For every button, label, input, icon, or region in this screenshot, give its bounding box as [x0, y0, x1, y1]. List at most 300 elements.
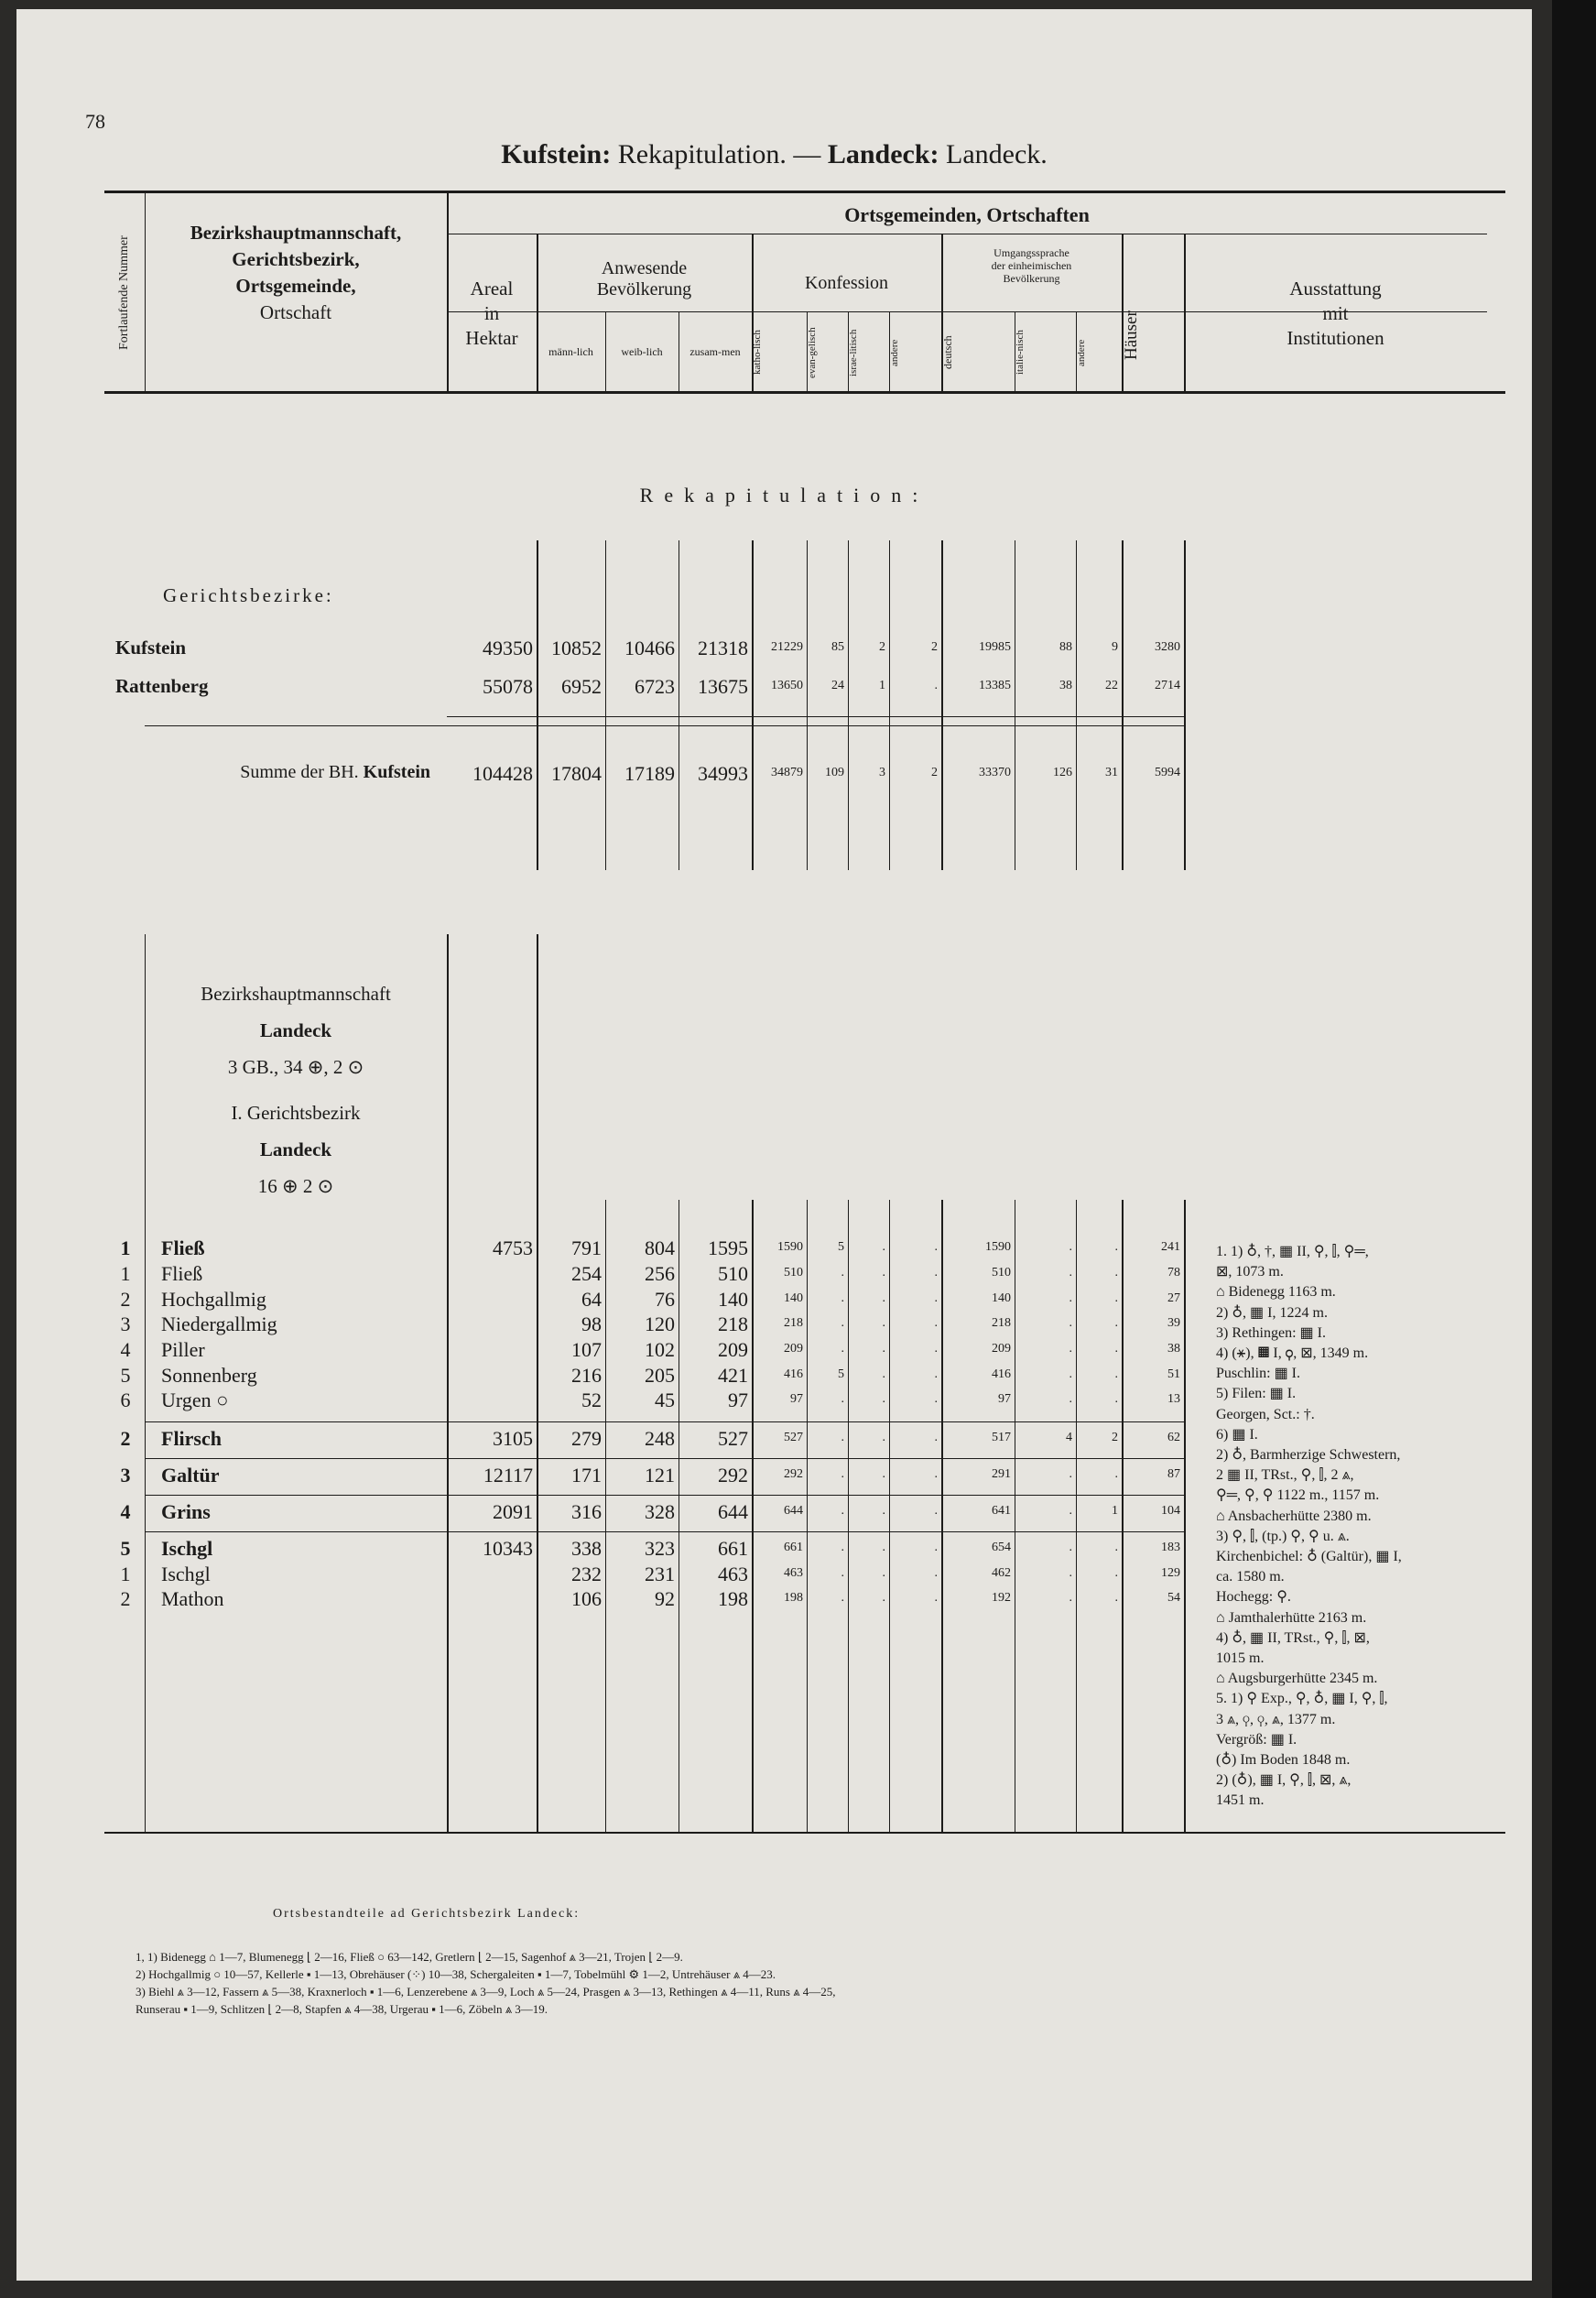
- cell-haeuser: 87: [1167, 1467, 1180, 1481]
- cell-haeuser: 241: [1161, 1240, 1180, 1254]
- row-name: Mathon: [161, 1587, 224, 1610]
- recap-row-rattenberg-name: Rattenberg: [115, 675, 209, 697]
- cell-areal: 10343: [483, 1537, 533, 1560]
- landeck-intro: [145, 975, 447, 1204]
- cell-andere-konf: .: [934, 679, 938, 692]
- recap-sum-label-text: Summe der BH.: [240, 762, 364, 782]
- cell-israelitisch: .: [882, 1566, 885, 1580]
- cell-weiblich: 256: [645, 1262, 675, 1285]
- cell-italienisch: .: [1069, 1367, 1072, 1381]
- note-line: Georgen, Sct.: †.: [1216, 1406, 1315, 1422]
- cell-italienisch: .: [1069, 1392, 1072, 1406]
- col-ausstattung-3: Institutionen: [1287, 327, 1384, 349]
- cell-weiblich: 248: [645, 1427, 675, 1450]
- note-line: 5. 1) ⚲ Exp., ⚲, ♁, ▦ I, ⚲, ⫿,: [1216, 1691, 1388, 1707]
- cell-zusammen: 510: [718, 1262, 748, 1285]
- cell-zusammen: 97: [728, 1389, 748, 1411]
- col-header-italienisch: italie-nisch: [1015, 330, 1026, 376]
- note-line: 1. 1) ♁, †, ▦ II, ⚲, ⫿, ⚲═,: [1216, 1244, 1369, 1259]
- cell-deutsch: 1590: [985, 1240, 1011, 1254]
- cell-israelitisch: .: [882, 1291, 885, 1305]
- cell-zusammen: 421: [718, 1364, 748, 1387]
- cell-israelitisch: .: [882, 1342, 885, 1356]
- cell-israelitisch: 1: [879, 679, 885, 692]
- col-header-anwesende: [537, 258, 752, 300]
- cell-israelitisch: .: [882, 1240, 885, 1254]
- cell-maennlich: 254: [571, 1262, 602, 1285]
- note-line: 3 ⩓, ⚲, ⚲, ⩓, 1377 m.: [1216, 1711, 1336, 1727]
- cell-deutsch: 97: [998, 1392, 1011, 1406]
- col-header-ausstattung: [1184, 277, 1487, 351]
- row-name: Niedergallmig: [161, 1312, 277, 1335]
- cell-andere-spr: .: [1114, 1392, 1118, 1406]
- cell-andere-spr: .: [1114, 1342, 1118, 1356]
- section-rekapitulation: Rekapitulation:: [639, 484, 929, 506]
- cell-katholisch: 140: [784, 1291, 803, 1305]
- cell-evangelisch: .: [841, 1566, 844, 1580]
- cell-deutsch: 416: [992, 1367, 1011, 1381]
- row-name: Grins: [161, 1500, 211, 1523]
- cell-weiblich: 205: [645, 1364, 675, 1387]
- cell-andere-konf: .: [934, 1392, 938, 1406]
- cell-areal: 55078: [483, 675, 533, 698]
- col-bezirk-line1: Bezirkshauptmannschaft,: [190, 222, 402, 244]
- row-name: Ischgl: [161, 1537, 213, 1560]
- note-line: 3) ⚲, ⫿, (tp.) ⚲, ⚲ u. ⩓.: [1216, 1528, 1350, 1544]
- cell-evangelisch: 24: [831, 679, 844, 692]
- cell-italienisch: .: [1069, 1591, 1072, 1605]
- col-header-umgangssprache: [941, 247, 1122, 285]
- cell-israelitisch: .: [882, 1266, 885, 1280]
- cell-andere-spr: .: [1114, 1541, 1118, 1554]
- row-name: Ischgl: [161, 1563, 211, 1585]
- note-line: ⌂ Jamthalerhütte 2163 m.: [1216, 1609, 1367, 1626]
- row-number: 6: [120, 1389, 131, 1411]
- cell-areal: 104428: [472, 762, 533, 785]
- cell-katholisch: 34879: [771, 766, 803, 779]
- row-number: 4: [120, 1500, 131, 1523]
- note-line: ⌂ Augsburgerhütte 2345 m.: [1216, 1671, 1378, 1687]
- col-header-andere-konf: andere: [889, 339, 900, 366]
- cell-maennlich: 17804: [551, 762, 602, 785]
- cell-andere-konf: .: [934, 1291, 938, 1305]
- row-name: Hochgallmig: [161, 1288, 266, 1311]
- row-number: 5: [120, 1364, 131, 1387]
- landeck-intro-6: 16 ⊕ 2 ⊙: [257, 1175, 334, 1197]
- cell-italienisch: 88: [1059, 640, 1072, 654]
- note-line: Kirchenbichel: ♁ (Galtür), ▦ I,: [1216, 1549, 1402, 1564]
- cell-andere-spr: 9: [1112, 640, 1118, 654]
- footer-line: 1, 1) Bidenegg ⌂ 1—7, Blumenegg ⌊ 2—16, Fließ ○ 63—142, Gretlern ⌊ 2—15, Sagenhof ⩓ 3—21, Trojen ⌊ 2—9.: [136, 1950, 683, 1964]
- cell-evangelisch: .: [841, 1591, 844, 1605]
- cell-katholisch: 97: [790, 1392, 803, 1406]
- cell-zusammen: 644: [718, 1500, 748, 1523]
- title-rekapitulation: Rekapitulation.: [611, 139, 787, 169]
- col-header-ortsgemeinden: Ortsgemeinden, Ortschaften: [844, 203, 1090, 226]
- cell-israelitisch: .: [882, 1541, 885, 1554]
- cell-evangelisch: .: [841, 1431, 844, 1444]
- cell-israelitisch: 3: [879, 766, 885, 779]
- cell-evangelisch: .: [841, 1467, 844, 1481]
- col-header-nummer: Fortlaufende Nummer: [117, 235, 131, 351]
- cell-weiblich: 10466: [624, 637, 675, 659]
- row-name: Urgen ○: [161, 1389, 229, 1411]
- cell-maennlich: 106: [571, 1587, 602, 1610]
- cell-deutsch: 462: [992, 1566, 1011, 1580]
- cell-haeuser: 54: [1167, 1591, 1180, 1605]
- cell-evangelisch: 85: [831, 640, 844, 654]
- col-anwesende-2: Bevölkerung: [596, 279, 692, 300]
- landeck-intro-3: 3 GB., 34 ⊕, 2 ⊙: [227, 1056, 364, 1078]
- cell-israelitisch: .: [882, 1367, 885, 1381]
- cell-maennlich: 338: [571, 1537, 602, 1560]
- note-line: Hochegg: ⚲.: [1216, 1589, 1291, 1606]
- cell-deutsch: 218: [992, 1316, 1011, 1330]
- cell-israelitisch: .: [882, 1316, 885, 1330]
- cell-italienisch: 38: [1059, 679, 1072, 692]
- cell-haeuser: 51: [1167, 1367, 1180, 1381]
- cell-maennlich: 279: [571, 1427, 602, 1450]
- cell-andere-spr: .: [1114, 1467, 1118, 1481]
- row-number: 2: [120, 1427, 131, 1450]
- col-anwesende-1: Anwesende: [601, 258, 688, 278]
- cell-haeuser: 13: [1167, 1392, 1180, 1406]
- col-header-areal: [447, 277, 537, 351]
- col-umgang-2: der einheimischen: [991, 258, 1072, 272]
- cell-italienisch: 126: [1053, 766, 1072, 779]
- col-header-deutsch: deutsch: [941, 335, 954, 370]
- row-number: 2: [120, 1587, 131, 1610]
- cell-haeuser: 183: [1161, 1541, 1180, 1554]
- cell-haeuser: 38: [1167, 1342, 1180, 1356]
- cell-israelitisch: .: [882, 1504, 885, 1518]
- col-areal-3: Hektar: [465, 327, 518, 349]
- note-line: Puschlin: ▦ I.: [1216, 1366, 1301, 1382]
- cell-maennlich: 98: [581, 1312, 602, 1335]
- cell-weiblich: 45: [655, 1389, 675, 1411]
- cell-andere-spr: 1: [1112, 1504, 1118, 1518]
- cell-areal: 49350: [483, 637, 533, 659]
- cell-andere-spr: .: [1114, 1240, 1118, 1254]
- note-line: 2) ♁, Barmherzige Schwestern,: [1216, 1447, 1401, 1463]
- recap-sum-label-bold: Kufstein: [363, 762, 430, 782]
- landeck-intro-1: Bezirkshauptmannschaft: [201, 983, 391, 1005]
- cell-andere-konf: .: [934, 1316, 938, 1330]
- cell-maennlich: 171: [571, 1464, 602, 1487]
- cell-andere-konf: .: [934, 1367, 938, 1381]
- cell-deutsch: 13385: [979, 679, 1011, 692]
- col-ausstattung-1: Ausstattung: [1289, 278, 1382, 300]
- col-umgang-3: Bevölkerung: [1003, 271, 1060, 285]
- footer-heading: Ortsbestandteile ad Gerichtsbezirk Landeck:: [273, 1907, 581, 1921]
- cell-italienisch: 4: [1066, 1431, 1072, 1444]
- cell-haeuser: 39: [1167, 1316, 1180, 1330]
- row-name: Fließ: [161, 1262, 203, 1285]
- cell-evangelisch: .: [841, 1541, 844, 1554]
- cell-evangelisch: .: [841, 1291, 844, 1305]
- cell-deutsch: 33370: [979, 766, 1011, 779]
- title-landeck: Landeck.: [939, 139, 1048, 169]
- cell-italienisch: .: [1069, 1266, 1072, 1280]
- col-header-katholisch: katho-lisch: [752, 330, 763, 376]
- cell-zusammen: 1595: [708, 1236, 748, 1259]
- cell-israelitisch: 2: [879, 640, 885, 654]
- cell-weiblich: 6723: [635, 675, 675, 698]
- cell-areal: 4753: [493, 1236, 533, 1259]
- col-ausstattung-2: mit: [1322, 302, 1349, 324]
- col-header-evangelisch: evan-gelisch: [807, 327, 818, 378]
- cell-deutsch: 517: [992, 1431, 1011, 1444]
- cell-haeuser: 3280: [1155, 640, 1180, 654]
- cell-weiblich: 121: [645, 1464, 675, 1487]
- title-landeck-bold: Landeck:: [827, 139, 939, 169]
- note-line: 5) Filen: ▦ I.: [1216, 1386, 1297, 1402]
- note-line: ⌂ Ansbacherhütte 2380 m.: [1216, 1508, 1372, 1524]
- cell-katholisch: 209: [784, 1342, 803, 1356]
- cell-andere-spr: .: [1114, 1266, 1118, 1280]
- cell-maennlich: 216: [571, 1364, 602, 1387]
- cell-katholisch: 292: [784, 1467, 803, 1481]
- cell-haeuser: 62: [1167, 1431, 1180, 1444]
- cell-italienisch: .: [1069, 1240, 1072, 1254]
- cell-maennlich: 107: [571, 1338, 602, 1361]
- cell-maennlich: 64: [581, 1288, 602, 1311]
- cell-deutsch: 19985: [979, 640, 1011, 654]
- cell-katholisch: 527: [784, 1431, 803, 1444]
- cell-andere-spr: .: [1114, 1566, 1118, 1580]
- note-line: Vergröß: ▦ I.: [1216, 1731, 1297, 1748]
- footer-line: Runserau ▪ 1—9, Schlitzen ⌊ 2—8, Stapfen ⩓ 4—38, Urgerau ▪ 1—6, Zöbeln ⩓ 3—19.: [136, 2002, 548, 2016]
- cell-andere-konf: .: [934, 1266, 938, 1280]
- cell-zusammen: 13675: [698, 675, 748, 698]
- cell-katholisch: 218: [784, 1316, 803, 1330]
- cell-katholisch: 416: [784, 1367, 803, 1381]
- cell-evangelisch: .: [841, 1504, 844, 1518]
- page: [16, 9, 1532, 2281]
- cell-katholisch: 510: [784, 1266, 803, 1280]
- cell-haeuser: 27: [1167, 1291, 1180, 1305]
- cell-andere-spr: .: [1114, 1316, 1118, 1330]
- cell-areal: 2091: [493, 1500, 533, 1523]
- cell-deutsch: 510: [992, 1266, 1011, 1280]
- cell-andere-konf: .: [934, 1431, 938, 1444]
- cell-andere-konf: .: [934, 1467, 938, 1481]
- cell-andere-spr: 22: [1105, 679, 1118, 692]
- note-line: 2 ▦ II, TRst., ⚲, ⫿, 2 ⩓,: [1216, 1467, 1354, 1484]
- cell-weiblich: 17189: [624, 762, 675, 785]
- row-name: Galtür: [161, 1464, 220, 1487]
- cell-evangelisch: .: [841, 1266, 844, 1280]
- row-number: 1: [120, 1563, 131, 1585]
- col-umgang-1: Umgangssprache: [993, 246, 1069, 259]
- cell-andere-spr: .: [1114, 1291, 1118, 1305]
- cell-zusammen: 209: [718, 1338, 748, 1361]
- note-line: ⊠, 1073 m.: [1216, 1264, 1284, 1280]
- cell-maennlich: 52: [581, 1389, 602, 1411]
- cell-israelitisch: .: [882, 1392, 885, 1406]
- cell-katholisch: 463: [784, 1566, 803, 1580]
- col-header-maennlich: männ-lich: [548, 345, 593, 358]
- note-line: 2) ♁, ▦ I, 1224 m.: [1216, 1304, 1328, 1321]
- cell-andere-konf: .: [934, 1566, 938, 1580]
- cell-andere-konf: .: [934, 1591, 938, 1605]
- cell-zusammen: 463: [718, 1563, 748, 1585]
- cell-haeuser: 78: [1167, 1266, 1180, 1280]
- cell-zusammen: 661: [718, 1537, 748, 1560]
- cell-evangelisch: 5: [838, 1240, 844, 1254]
- cell-weiblich: 231: [645, 1563, 675, 1585]
- cell-katholisch: 198: [784, 1591, 803, 1605]
- cell-zusammen: 527: [718, 1427, 748, 1450]
- cell-haeuser: 129: [1161, 1566, 1180, 1580]
- col-bezirk-line3: Ortsgemeinde,: [235, 275, 356, 297]
- col-header-israelitisch: israe-litisch: [848, 329, 859, 376]
- cell-deutsch: 192: [992, 1591, 1011, 1605]
- cell-andere-konf: .: [934, 1342, 938, 1356]
- note-line: 1451 m.: [1216, 1792, 1265, 1809]
- cell-andere-konf: .: [934, 1541, 938, 1554]
- page-number: 78: [85, 110, 105, 133]
- landeck-intro-4: I. Gerichtsbezirk: [231, 1102, 361, 1124]
- row-name: Fließ: [161, 1236, 205, 1259]
- cell-haeuser: 5994: [1155, 766, 1180, 779]
- note-line: 6) ▦ I.: [1216, 1426, 1258, 1443]
- cell-deutsch: 140: [992, 1291, 1011, 1305]
- cell-katholisch: 644: [784, 1504, 803, 1518]
- cell-maennlich: 791: [571, 1236, 602, 1259]
- footer-line: 2) Hochgallmig ○ 10—57, Kellerle ▪ 1—13, Obrehäuser (⁘) 10—38, Schergaleiten ▪ 1—7, Tobelmühl ⚙ 1—2, Untrehäuser ⩓ 4—23.: [136, 1967, 776, 1981]
- cell-zusammen: 218: [718, 1312, 748, 1335]
- cell-evangelisch: .: [841, 1316, 844, 1330]
- title-separator: —: [786, 139, 828, 169]
- row-name: Flirsch: [161, 1427, 222, 1450]
- cell-zusammen: 21318: [698, 637, 748, 659]
- cell-andere-spr: .: [1114, 1591, 1118, 1605]
- col-areal-1: Areal: [470, 278, 514, 300]
- col-header-bezirk: [145, 220, 447, 326]
- note-line: 2) (♁), ▦ I, ⚲, ⫿, ⊠, ⩓,: [1216, 1772, 1352, 1789]
- cell-maennlich: 316: [571, 1500, 602, 1523]
- page-title: [16, 139, 1532, 170]
- col-header-haeuser: Häuser: [1122, 310, 1141, 360]
- cell-italienisch: .: [1069, 1504, 1072, 1518]
- note-line: (♁) Im Boden 1848 m.: [1216, 1752, 1351, 1768]
- note-line: 3) Rethingen: ▦ I.: [1216, 1324, 1326, 1341]
- cell-andere-spr: 2: [1112, 1431, 1118, 1444]
- recap-sum-label: [145, 762, 430, 783]
- row-number: 1: [120, 1236, 131, 1259]
- cell-maennlich: 232: [571, 1563, 602, 1585]
- cell-katholisch: 13650: [771, 679, 803, 692]
- note-line: ⌂ Bidenegg 1163 m.: [1216, 1284, 1336, 1301]
- cell-evangelisch: .: [841, 1342, 844, 1356]
- footer-line: 3) Biehl ⩓ 3—12, Fassern ⩓ 5—38, Kraxnerloch ▪ 1—6, Lenzerebene ⩓ 3—9, Loch ⩓ 5—24, Prasgen ⩓ 3—13, Rethingen ⩓ 4—11, Runs ⩓ 4—25,: [136, 1985, 836, 1998]
- col-bezirk-line2: Gerichtsbezirk,: [232, 248, 360, 270]
- recap-subheading: Gerichtsbezirke:: [163, 584, 334, 606]
- cell-deutsch: 291: [992, 1467, 1011, 1481]
- note-line: ⚲═, ⚲, ⚲ 1122 m., 1157 m.: [1216, 1487, 1380, 1504]
- cell-maennlich: 6952: [561, 675, 602, 698]
- col-bezirk-line4: Ortschaft: [259, 301, 332, 323]
- cell-italienisch: .: [1069, 1467, 1072, 1481]
- cell-deutsch: 209: [992, 1342, 1011, 1356]
- cell-andere-spr: 31: [1105, 766, 1118, 779]
- landeck-intro-5: Landeck: [259, 1138, 332, 1160]
- row-name: Piller: [161, 1338, 205, 1361]
- cell-italienisch: .: [1069, 1541, 1072, 1554]
- cell-weiblich: 323: [645, 1537, 675, 1560]
- cell-maennlich: 10852: [551, 637, 602, 659]
- col-header-weiblich: weib-lich: [621, 345, 663, 358]
- cell-deutsch: 641: [992, 1504, 1011, 1518]
- cell-katholisch: 21229: [771, 640, 803, 654]
- cell-haeuser: 2714: [1155, 679, 1180, 692]
- cell-areal: 3105: [493, 1427, 533, 1450]
- cell-andere-konf: 2: [931, 640, 938, 654]
- cell-weiblich: 328: [645, 1500, 675, 1523]
- cell-katholisch: 1590: [777, 1240, 803, 1254]
- scan-edge: [1552, 0, 1596, 2298]
- cell-weiblich: 92: [655, 1587, 675, 1610]
- col-header-zusammen: zusam-men: [689, 345, 741, 358]
- row-number: 4: [120, 1338, 131, 1361]
- cell-italienisch: .: [1069, 1316, 1072, 1330]
- cell-weiblich: 804: [645, 1236, 675, 1259]
- cell-andere-spr: .: [1114, 1367, 1118, 1381]
- row-name: Sonnenberg: [161, 1364, 257, 1387]
- title-kufstein: Kufstein:: [501, 139, 612, 169]
- cell-italienisch: .: [1069, 1291, 1072, 1305]
- row-number: 2: [120, 1288, 131, 1311]
- recap-row-kufstein-name: Kufstein: [115, 637, 187, 659]
- cell-zusammen: 292: [718, 1464, 748, 1487]
- cell-evangelisch: 109: [825, 766, 844, 779]
- note-line: 4) (⚹), ▦ I, ⚲, ⊠, 1349 m.: [1216, 1345, 1369, 1361]
- cell-italienisch: .: [1069, 1566, 1072, 1580]
- cell-israelitisch: .: [882, 1591, 885, 1605]
- col-header-andere-spr: andere: [1076, 339, 1087, 366]
- row-number: 3: [120, 1464, 131, 1487]
- landeck-intro-2: Landeck: [259, 1019, 332, 1041]
- cell-zusammen: 34993: [698, 762, 748, 785]
- note-line: 4) ♁, ▦ II, TRst., ⚲, ⫿, ⊠,: [1216, 1629, 1370, 1646]
- cell-andere-konf: 2: [931, 766, 938, 779]
- cell-israelitisch: .: [882, 1467, 885, 1481]
- cell-weiblich: 102: [645, 1338, 675, 1361]
- cell-deutsch: 654: [992, 1541, 1011, 1554]
- cell-zusammen: 198: [718, 1587, 748, 1610]
- cell-katholisch: 661: [784, 1541, 803, 1554]
- cell-italienisch: .: [1069, 1342, 1072, 1356]
- row-number: 3: [120, 1312, 131, 1335]
- cell-andere-konf: .: [934, 1240, 938, 1254]
- col-header-konfession: Konfession: [804, 273, 889, 293]
- cell-weiblich: 120: [645, 1312, 675, 1335]
- cell-zusammen: 140: [718, 1288, 748, 1311]
- row-number: 1: [120, 1262, 131, 1285]
- note-line: 1015 m.: [1216, 1650, 1265, 1666]
- note-line: ca. 1580 m.: [1216, 1569, 1285, 1585]
- cell-haeuser: 104: [1161, 1504, 1180, 1518]
- cell-areal: 12117: [483, 1464, 533, 1487]
- cell-andere-konf: .: [934, 1504, 938, 1518]
- cell-weiblich: 76: [655, 1288, 675, 1311]
- row-number: 5: [120, 1537, 131, 1560]
- cell-evangelisch: .: [841, 1392, 844, 1406]
- col-areal-2: in: [483, 302, 500, 324]
- cell-evangelisch: 5: [838, 1367, 844, 1381]
- cell-israelitisch: .: [882, 1431, 885, 1444]
